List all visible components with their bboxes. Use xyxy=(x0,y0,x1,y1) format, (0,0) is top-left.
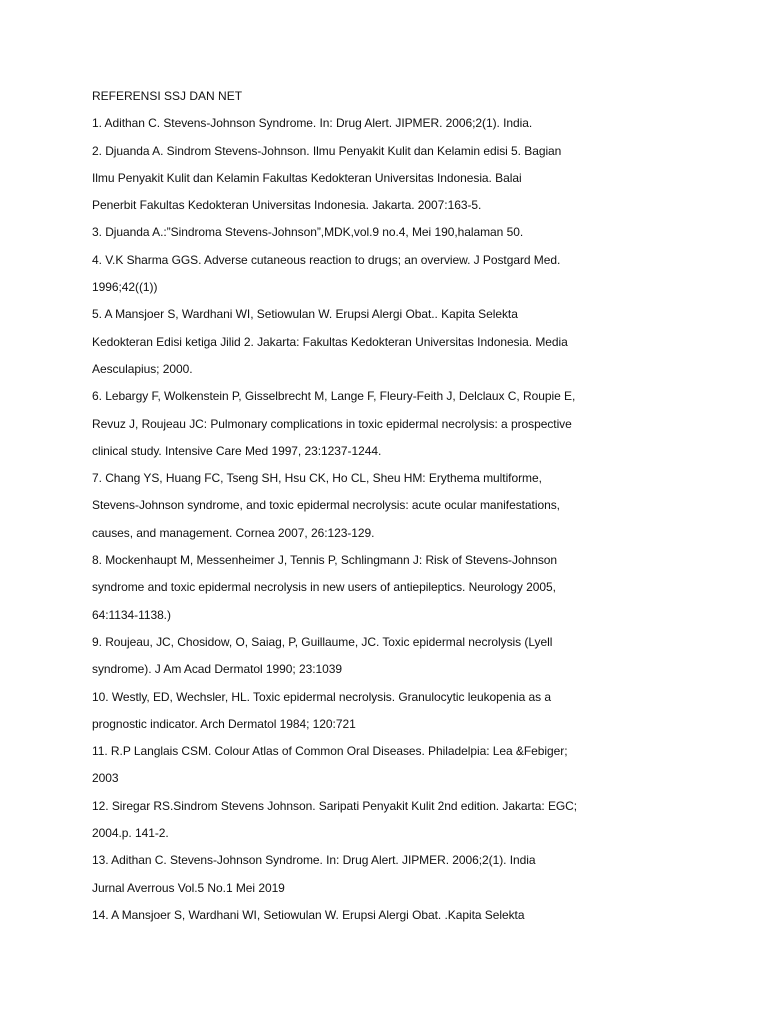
reference-line: Aesculapius; 2000. xyxy=(92,361,193,376)
page-title: REFERENSI SSJ DAN NET xyxy=(92,89,243,103)
reference-line: 2004.p. 141-2. xyxy=(92,826,169,841)
reference-line: 1. Adithan C. Stevens-Johnson Syndrome. In: Drug Alert. JIPMER. 2006;2(1). India. xyxy=(92,116,533,131)
reference-line: 7. Chang YS, Huang FC, Tseng SH, Hsu CK, Ho CL, Sheu HM: Erythema multiforme, xyxy=(92,471,542,486)
reference-line: 2. Djuanda A. Sindrom Stevens-Johnson. Ilmu Penyakit Kulit dan Kelamin edisi 5. Bagian xyxy=(92,143,562,158)
reference-line: 6. Lebargy F, Wolkenstein P, Gisselbrecht M, Lange F, Fleury-Feith J, Delclaux C, Roupie E, xyxy=(92,389,576,404)
reference-line: Jurnal Averrous Vol.5 No.1 Mei 2019 xyxy=(92,880,285,895)
reference-line: syndrome). J Am Acad Dermatol 1990; 23:1039 xyxy=(92,662,342,677)
reference-line: 1996;42((1)) xyxy=(92,280,158,295)
reference-line: 2003 xyxy=(92,771,119,786)
reference-line: syndrome and toxic epidermal necrolysis in new users of antiepileptics. Neurology 2005, xyxy=(92,580,556,595)
reference-line: Stevens-Johnson syndrome, and toxic epidermal necrolysis: acute ocular manifestations, xyxy=(92,498,560,513)
reference-line: causes, and management. Cornea 2007, 26:123-129. xyxy=(92,525,375,540)
reference-line: Kedokteran Edisi ketiga Jilid 2. Jakarta: Fakultas Kedokteran Universitas Indonesia. Media xyxy=(92,334,568,349)
reference-line: prognostic indicator. Arch Dermatol 1984; 120:721 xyxy=(92,716,356,731)
reference-line: 13. Adithan C. Stevens-Johnson Syndrome. In: Drug Alert. JIPMER. 2006;2(1). India xyxy=(92,853,536,868)
reference-line: Penerbit Fakultas Kedokteran Universitas Indonesia. Jakarta. 2007:163-5. xyxy=(92,198,482,213)
reference-line: 12. Siregar RS.Sindrom Stevens Johnson. Saripati Penyakit Kulit 2nd edition. Jakarta: EGC; xyxy=(92,798,578,813)
reference-line: 4. V.K Sharma GGS. Adverse cutaneous reaction to drugs; an overview. J Postgard Med. xyxy=(92,252,561,267)
reference-line: 9. Roujeau, JC, Chosidow, O, Saiag, P, Guillaume, JC. Toxic epidermal necrolysis (Lyell xyxy=(92,634,553,649)
reference-line: 64:1134-1138.) xyxy=(92,607,171,622)
reference-line: clinical study. Intensive Care Med 1997, 23:1237-1244. xyxy=(92,443,382,458)
reference-line: 11. R.P Langlais CSM. Colour Atlas of Common Oral Diseases. Philadelpia: Lea &Febiger; xyxy=(92,744,568,759)
reference-page xyxy=(92,86,622,932)
reference-line: Ilmu Penyakit Kulit dan Kelamin Fakultas Kedokteran Universitas Indonesia. Balai xyxy=(92,170,522,185)
reference-line: 3. Djuanda A.:”Sindroma Stevens-Johnson”,MDK,vol.9 no.4, Mei 190,halaman 50. xyxy=(92,225,524,240)
reference-line: 5. A Mansjoer S, Wardhani WI, Setiowulan W. Erupsi Alergi Obat.. Kapita Selekta xyxy=(92,307,518,322)
reference-line: Revuz J, Roujeau JC: Pulmonary complications in toxic epidermal necrolysis: a prospective xyxy=(92,416,572,431)
reference-line: 14. A Mansjoer S, Wardhani WI, Setiowulan W. Erupsi Alergi Obat. .Kapita Selekta xyxy=(92,907,525,922)
reference-line: 8. Mockenhaupt M, Messenheimer J, Tennis P, Schlingmann J: Risk of Stevens-Johnson xyxy=(92,553,558,568)
reference-line: 10. Westly, ED, Wechsler, HL. Toxic epidermal necrolysis. Granulocytic leukopenia as a xyxy=(92,689,552,704)
